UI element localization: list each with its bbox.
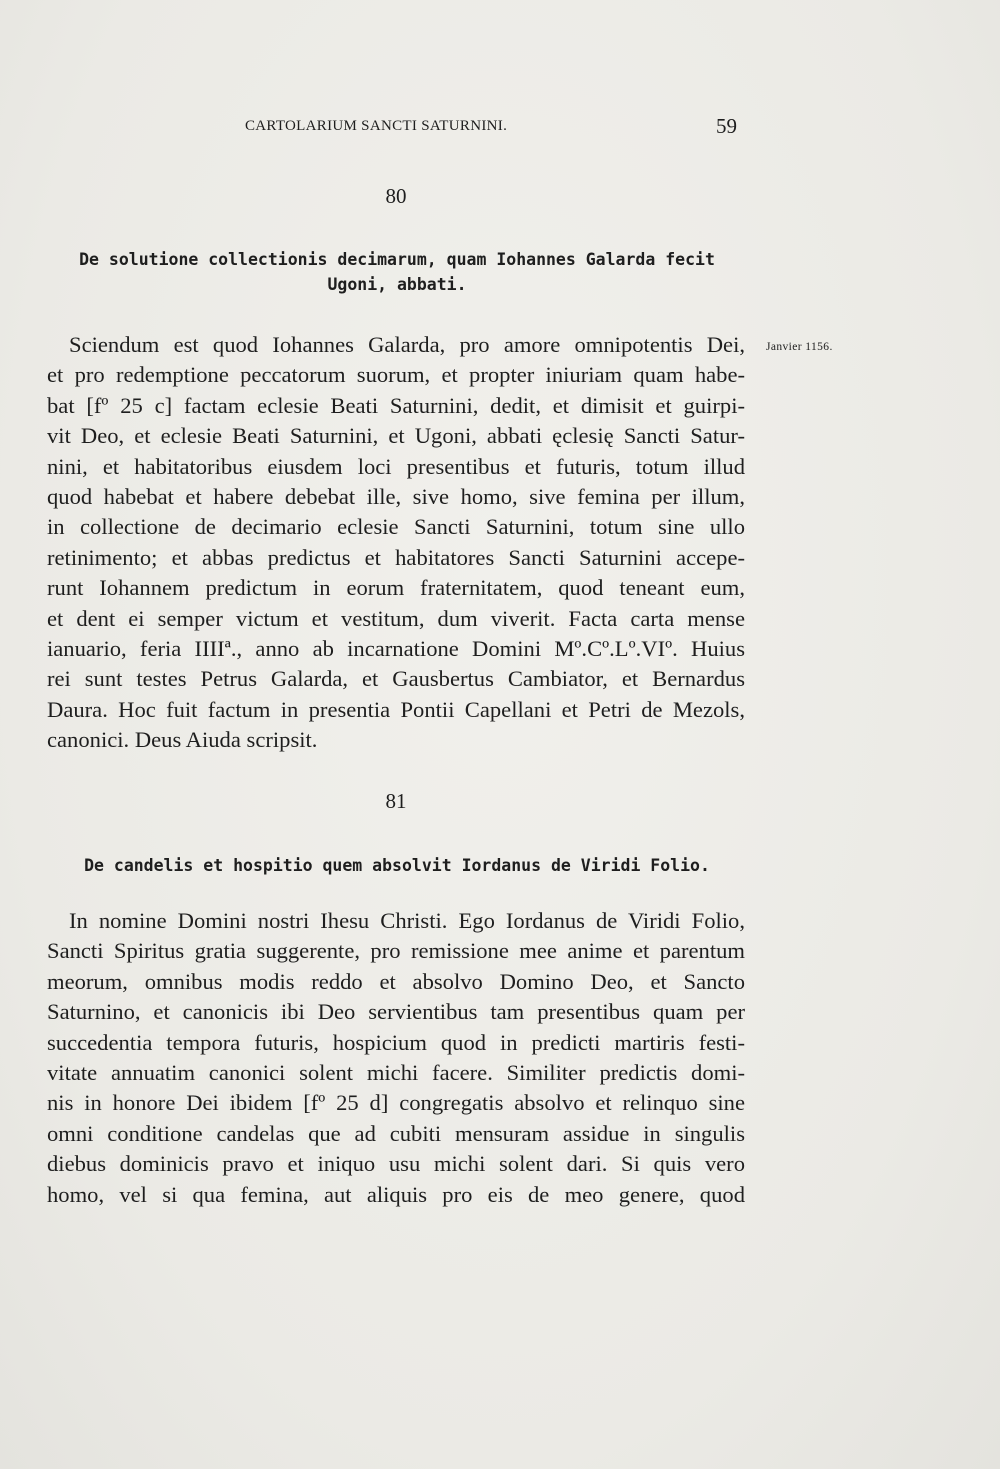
text-line: Sancti Spiritus gratia suggerente, pro remissione mee anime et parentum: [47, 938, 745, 964]
charter-rubric: [52, 853, 742, 878]
text-line: et dent ei semper victum et vestitum, dum viverit. Facta carta mense: [47, 605, 745, 631]
text-line: In nomine Domini nostri Ihesu Christi. Ego Iordanus de Viridi Folio,: [69, 908, 745, 933]
text-line: vitate annuatim canonici solent michi facere. Similiter predictis domi-: [47, 1060, 745, 1086]
charter-number: 80: [385, 184, 407, 208]
page-number: 59: [716, 114, 737, 138]
text-line: nis in honore Dei ibidem [fº 25 d] congregatis absolvo et relinquo sine: [47, 1090, 745, 1116]
text-line: Sciendum est quod Iohannes Galarda, pro amore omnipotentis Dei,: [69, 332, 745, 357]
text-line: Daura. Hoc fuit factum in presentia Pontii Capellani et Petri de Mezols,: [47, 696, 745, 722]
text-line: meorum, omnibus modis reddo et absolvo Domino Deo, et Sancto: [47, 968, 745, 994]
text-line: homo, vel si qua femina, aut aliquis pro eis de meo genere, quod: [47, 1181, 745, 1207]
running-title: CARTOLARIUM SANCTI SATURNINI.: [245, 118, 508, 134]
text-line: rei sunt testes Petrus Galarda, et Gausbertus Cambiator, et Bernardus: [47, 666, 745, 692]
text-line: vit Deo, et eclesie Beati Saturnini, et Ugoni, abbati ęclesię Sancti Satur-: [47, 423, 745, 449]
text-line: et pro redemptione peccatorum suorum, et propter iniuriam quam habe-: [47, 362, 745, 388]
rubric-line: Ugoni, abbati.: [327, 275, 467, 294]
rubric-line: De candelis et hospitio quem absolvit Iordanus de Viridi Folio.: [84, 856, 710, 875]
charter-text: [47, 906, 745, 1210]
text-line: omni conditione candelas que ad cubiti mensuram assidue in singulis: [47, 1120, 745, 1146]
text-line: ianuario, feria IIIIª., anno ab incarnatione Domini Mº.Cº.Lº.VIº. Huius: [47, 636, 745, 662]
text-line: nini, et habitatoribus eiusdem loci presentibus et futuris, totum illud: [47, 453, 745, 479]
text-line: Saturnino, et canonicis ibi Deo servientibus tam presentibus quam per: [47, 999, 745, 1025]
charter-number: 81: [385, 789, 407, 813]
text-line: runt Iohannem predictum in eorum fraternitatem, quod teneant eum,: [47, 575, 745, 601]
text-line: in collectione de decimario eclesie Sancti Saturnini, totum sine ullo: [47, 514, 745, 540]
text-line: succedentia tempora futuris, hospicium quod in predicti martiris festi-: [47, 1029, 745, 1055]
text-line: quod habebat et habere debebat ille, sive homo, sive femina per illum,: [47, 484, 745, 510]
text-line: retinimento; et abbas predictus et habitatores Sancti Saturnini accepe-: [47, 544, 745, 570]
charter-rubric: [52, 247, 742, 297]
text-line: canonici. Deus Aiuda scripsit.: [47, 727, 318, 753]
text-line: diebus dominicis pravo et iniquo usu michi solent dari. Si quis vero: [47, 1151, 745, 1177]
charter-text: [47, 330, 745, 756]
margin-date-note: Janvier 1156.: [766, 341, 833, 353]
rubric-line: De solutione collectionis decimarum, quam Iohannes Galarda fecit: [79, 250, 715, 269]
text-line: bat [fº 25 c] factam eclesie Beati Saturnini, dedit, et dimisit et guirpi-: [47, 392, 745, 418]
